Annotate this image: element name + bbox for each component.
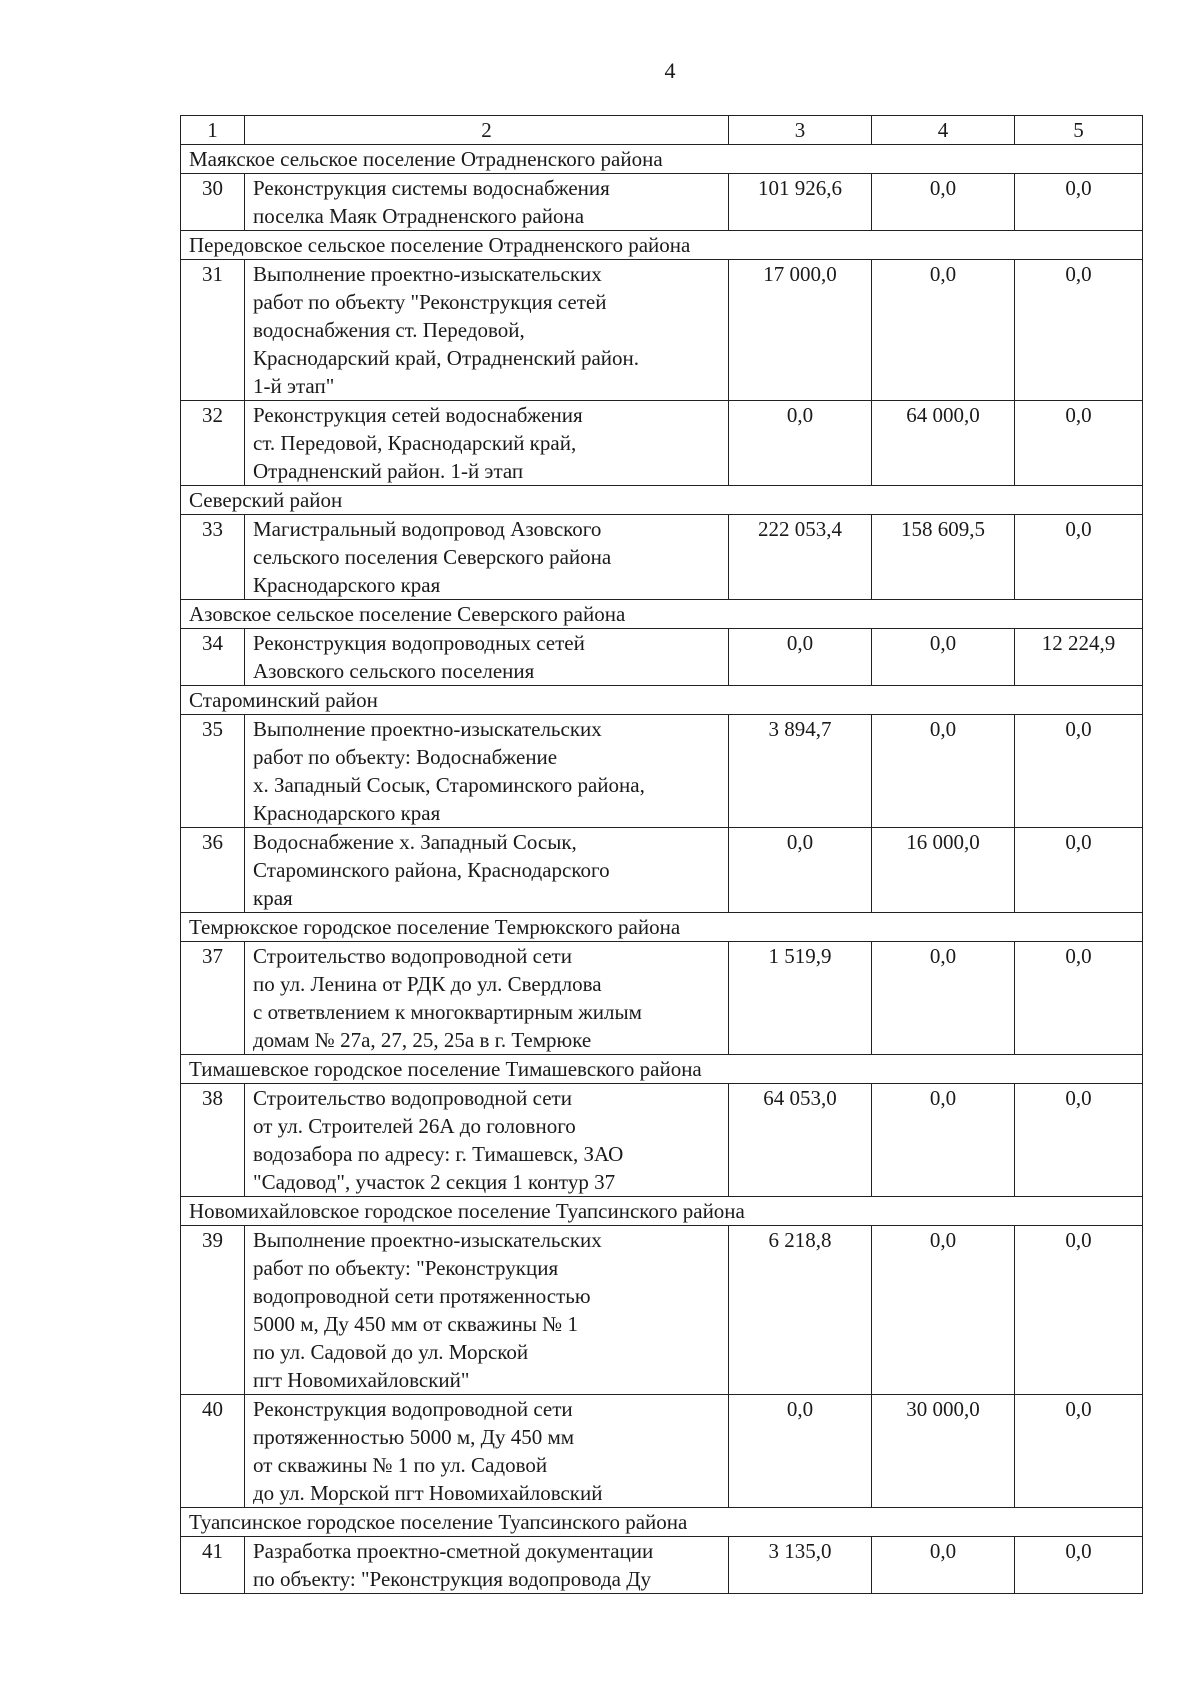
amount-col5: 12 224,9 — [1015, 629, 1143, 686]
amount-col4: 0,0 — [872, 942, 1015, 1055]
row-description: Водоснабжение х. Западный Сосык, Староминского района, Краснодарского края — [245, 828, 729, 913]
amount-col4: 0,0 — [872, 1537, 1015, 1594]
amount-col3: 3 894,7 — [729, 715, 872, 828]
section-title: Передовское сельское поселение Отрадненского района — [181, 231, 1143, 260]
item-row — [181, 515, 1143, 600]
section-title: Маякское сельское поселение Отрадненского района — [181, 145, 1143, 174]
amount-col4: 0,0 — [872, 1226, 1015, 1395]
item-row — [181, 1537, 1143, 1594]
amount-col3: 101 926,6 — [729, 174, 872, 231]
row-description: Реконструкция системы водоснабжения поселка Маяк Отрадненского района — [245, 174, 729, 231]
amount-col3: 0,0 — [729, 828, 872, 913]
section-title: Староминский район — [181, 686, 1143, 715]
row-number: 38 — [181, 1084, 245, 1197]
amount-col4: 0,0 — [872, 174, 1015, 231]
column-header: 4 — [872, 116, 1015, 145]
row-description: Выполнение проектно-изыскательских работ по объекту: Водоснабжение х. Западный Сосык, Староминского района, Краснодарского края — [245, 715, 729, 828]
amount-col4: 16 000,0 — [872, 828, 1015, 913]
row-description: Реконструкция водопроводных сетей Азовского сельского поселения — [245, 629, 729, 686]
row-description: Выполнение проектно-изыскательских работ по объекту: "Реконструкция водопроводной сети протяженностью 5000 м, Ду 450 мм от скважины № 1 по ул. Садовой до ул. Морской пгт Новомихайловский" — [245, 1226, 729, 1395]
amount-col4: 0,0 — [872, 629, 1015, 686]
amount-col4: 0,0 — [872, 260, 1015, 401]
amount-col5: 0,0 — [1015, 174, 1143, 231]
amount-col5: 0,0 — [1015, 715, 1143, 828]
amount-col5: 0,0 — [1015, 1084, 1143, 1197]
amount-col3: 3 135,0 — [729, 1537, 872, 1594]
amount-col4: 0,0 — [872, 715, 1015, 828]
column-header: 3 — [729, 116, 872, 145]
row-description: Выполнение проектно-изыскательских работ по объекту "Реконструкция сетей водоснабжения ст. Передовой, Краснодарский край, Отрадненский район. 1-й этап" — [245, 260, 729, 401]
row-number: 39 — [181, 1226, 245, 1395]
section-row — [181, 486, 1143, 515]
amount-col5: 0,0 — [1015, 942, 1143, 1055]
row-description: Реконструкция водопроводной сети протяженностью 5000 м, Ду 450 мм от скважины № 1 по ул. Садовой до ул. Морской пгт Новомихайловский — [245, 1395, 729, 1508]
amount-col4: 64 000,0 — [872, 401, 1015, 486]
item-row — [181, 1226, 1143, 1395]
item-row — [181, 942, 1143, 1055]
amount-col3: 17 000,0 — [729, 260, 872, 401]
amount-col3: 222 053,4 — [729, 515, 872, 600]
section-row — [181, 1055, 1143, 1084]
amount-col4: 0,0 — [872, 1084, 1015, 1197]
row-description: Строительство водопроводной сети по ул. Ленина от РДК до ул. Свердлова с ответвлением к многоквартирным жилым домам № 27а, 27, 25, 25а в г. Темрюке — [245, 942, 729, 1055]
row-description: Строительство водопроводной сети от ул. Строителей 26А до головного водозабора по адресу: г. Тимашевск, ЗАО "Садовод", участок 2 секция 1 контур 37 — [245, 1084, 729, 1197]
row-number: 40 — [181, 1395, 245, 1508]
row-number: 32 — [181, 401, 245, 486]
section-row — [181, 913, 1143, 942]
row-number: 31 — [181, 260, 245, 401]
row-number: 33 — [181, 515, 245, 600]
section-row — [181, 1197, 1143, 1226]
row-number: 34 — [181, 629, 245, 686]
amount-col3: 64 053,0 — [729, 1084, 872, 1197]
section-title: Тимашевское городское поселение Тимашевского района — [181, 1055, 1143, 1084]
row-description: Магистральный водопровод Азовского сельского поселения Северского района Краснодарского края — [245, 515, 729, 600]
amount-col5: 0,0 — [1015, 401, 1143, 486]
section-row — [181, 231, 1143, 260]
amount-col5: 0,0 — [1015, 515, 1143, 600]
row-number: 37 — [181, 942, 245, 1055]
amount-col4: 158 609,5 — [872, 515, 1015, 600]
amount-col5: 0,0 — [1015, 260, 1143, 401]
section-row — [181, 1508, 1143, 1537]
row-number: 30 — [181, 174, 245, 231]
row-number: 36 — [181, 828, 245, 913]
amount-col5: 0,0 — [1015, 1395, 1143, 1508]
row-number: 41 — [181, 1537, 245, 1594]
row-description: Разработка проектно-сметной документации по объекту: "Реконструкция водопровода Ду — [245, 1537, 729, 1594]
amount-col5: 0,0 — [1015, 1537, 1143, 1594]
amount-col3: 6 218,8 — [729, 1226, 872, 1395]
page-number: 4 — [664, 58, 676, 83]
section-title: Темрюкское городское поселение Темрюкского района — [181, 913, 1143, 942]
item-row — [181, 629, 1143, 686]
amount-col3: 1 519,9 — [729, 942, 872, 1055]
funding-table — [180, 115, 1143, 1594]
section-title: Северский район — [181, 486, 1143, 515]
item-row — [181, 828, 1143, 913]
row-number: 35 — [181, 715, 245, 828]
amount-col3: 0,0 — [729, 629, 872, 686]
row-description: Реконструкция сетей водоснабжения ст. Передовой, Краснодарский край, Отрадненский район. 1-й этап — [245, 401, 729, 486]
item-row — [181, 174, 1143, 231]
section-title: Туапсинское городское поселение Туапсинского района — [181, 1508, 1143, 1537]
section-title: Азовское сельское поселение Северского района — [181, 600, 1143, 629]
item-row — [181, 401, 1143, 486]
amount-col5: 0,0 — [1015, 1226, 1143, 1395]
table-body — [181, 116, 1143, 1594]
table-header-row — [181, 116, 1143, 145]
section-row — [181, 686, 1143, 715]
item-row — [181, 1395, 1143, 1508]
amount-col4: 30 000,0 — [872, 1395, 1015, 1508]
section-row — [181, 600, 1143, 629]
column-header: 2 — [245, 116, 729, 145]
column-header: 5 — [1015, 116, 1143, 145]
item-row — [181, 1084, 1143, 1197]
column-header: 1 — [181, 116, 245, 145]
item-row — [181, 715, 1143, 828]
amount-col3: 0,0 — [729, 1395, 872, 1508]
amount-col5: 0,0 — [1015, 828, 1143, 913]
section-row — [181, 145, 1143, 174]
section-title: Новомихайловское городское поселение Туапсинского района — [181, 1197, 1143, 1226]
amount-col3: 0,0 — [729, 401, 872, 486]
item-row — [181, 260, 1143, 401]
